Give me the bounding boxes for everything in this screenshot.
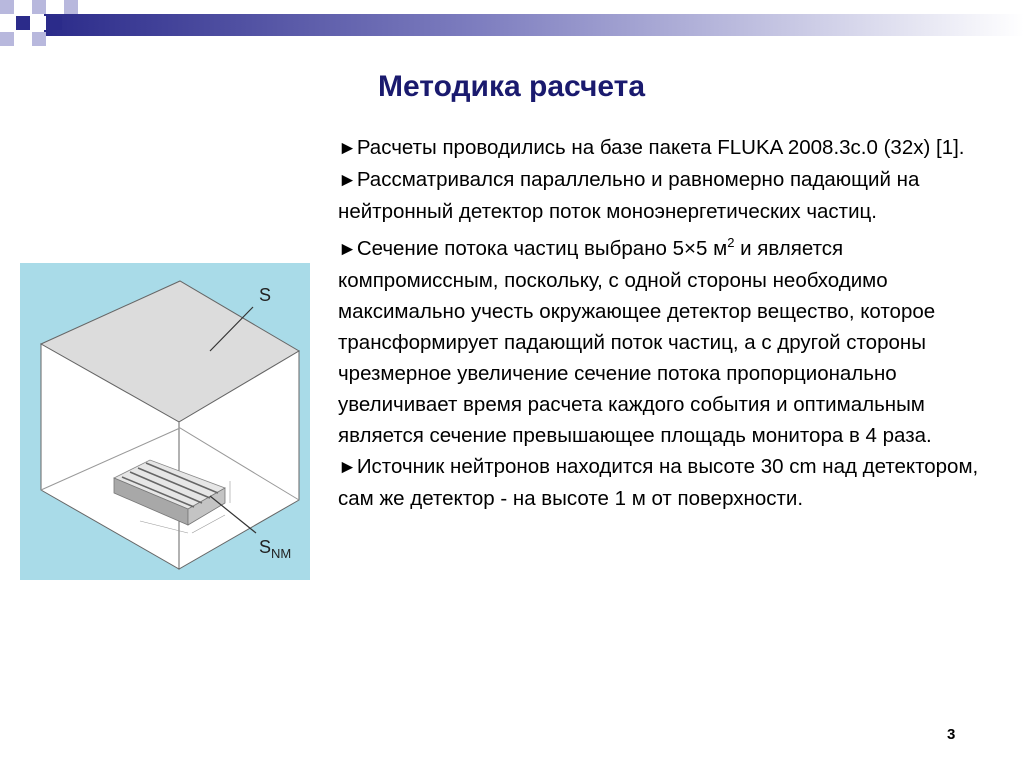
slide-title: Методика расчета: [378, 70, 646, 103]
bullet-item: [338, 451, 998, 514]
detector-cube-figure: [20, 263, 310, 580]
header-square: [16, 0, 30, 14]
bullet-marker: ►: [338, 238, 357, 260]
header-square: [32, 0, 46, 14]
bullet-marker: ►: [338, 138, 357, 159]
bullet-superscript: 2: [727, 235, 735, 250]
header-square: [64, 0, 78, 14]
bullet-item: [338, 164, 998, 227]
bullet-item: [338, 132, 998, 164]
bullet-text: Источник нейтронов находится на высоте 30 cm над детектором, сам же детектор - на высоте 1 м от поверхности.: [338, 454, 979, 510]
header-square: [16, 48, 30, 60]
page-number: 3: [947, 726, 956, 743]
body-text: [338, 132, 998, 514]
label-s: S: [259, 285, 272, 305]
header-square: [0, 0, 14, 14]
bullet-item: [338, 227, 998, 451]
bullet-text: Расчеты проводились на базе пакета FLUKA 2008.3c.0 (32x) [1].: [356, 136, 965, 159]
bullet-text-continued: и является компромиссным, поскольку, с одной стороны необходимо максимально учесть окружающее детектор вещество, которое трансформирует падающий поток частиц, а с другой стороны чрезмерное увеличение сечение потока пропорционально увеличивает время расчета каждого события и оптимальным является сечение превышающее площадь монитора в 4 раза.: [338, 236, 936, 447]
header-square: [0, 16, 14, 30]
header-square: [32, 16, 46, 30]
header-square: [32, 32, 46, 46]
header-square: [16, 16, 30, 30]
header-gradient-bar: [44, 14, 1024, 36]
header-square: [48, 16, 62, 30]
bullet-text: Рассматривался параллельно и равномерно падающий на нейтронный детектор поток моноэнергетических частиц.: [338, 168, 920, 223]
header-decoration: [0, 0, 1024, 60]
bullet-text: Сечение потока частиц выбрано 5×5 м: [356, 236, 728, 260]
label-snm: $S_{NM}$: [259, 537, 292, 561]
bullet-marker: ►: [338, 456, 357, 478]
header-square: [0, 32, 14, 46]
header-square: [48, 0, 62, 14]
bullet-marker: ►: [338, 170, 357, 191]
